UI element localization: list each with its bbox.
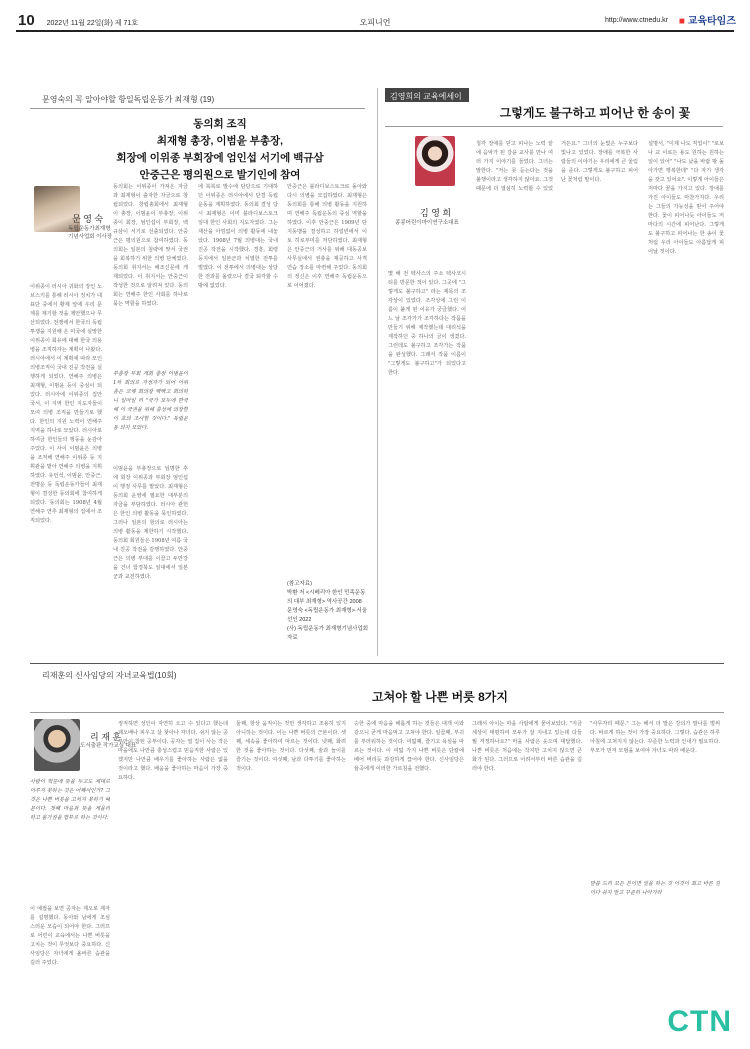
article1-column-2-quote: 부총장 부회 개회 총장 이범윤이 1차 회의로 자정자가 되어 이위종은 코체 회의장 빡빡고 회의하니 일마일 리 "국가 모두에 한국해 이 국권을 위해 충성에 의장할 이 호의 조사할 것이다." 독립운동 의지 모았다. [113, 371, 188, 431]
article1-headline: 동의회 조직 최재형 총장, 이범윤 부총장, 회장에 이위종 부회장에 엄인섭 서기에 백규삼 안중근은 평의원으로 발기인에 참여 [116, 118, 324, 181]
article1-author-name: 문 영 숙 [72, 214, 104, 224]
article1-column-2: 동의회는 이위종이 가져온 자금과 최재형이 출자한 자금으로 창립되었다. 창립총회에서 최재형이 총장, 이범윤이 부총장, 이위종이 회장, 엄인섭이 부회장, 백규삼이 서기로 선출되었다. 안중근은 평의원으로 참여하였다. 동의회는 일본의 침략에 맞서 국권을 회복하기 위한 의병 단체였다. 동의회 취지서는 해조신문에 게재되었다. 이 취지서는 안중근이 작성한 것으로 알려져 있다. 동의회는 연해주 한인 사회를 하나로 묶는 역할을 하였다. [113, 184, 188, 307]
article3-divider [30, 712, 724, 713]
article3-series: 리재훈의 신사임당의 자녀교육법(10회) [42, 671, 177, 680]
article1-column-3: 이범윤을 부총장으로 임명한 후에 회장 이위종과 부회장 엄인섭이 행정 사무를 맡았다. 최재형은 동의회 운영에 필요한 대부분의 자금을 부담하였다. 러시아 관헌은 한인 의병 활동을 묵인하였다. 그러나 일본의 항의로 러시아는 의병 활동을 제한하기 시작했다. 동의회 회원들은 1908년 여름 국내 진공 작전을 감행하였다. 안중근은 의병 부대를 이끌고 두만강을 건너 함경북도 일대에서 일본군과 교전하였다. [113, 466, 188, 580]
article2-author-role: 콩콩어린이마이연구소대표 [395, 220, 459, 226]
logo-mark-icon: ■ [678, 16, 685, 27]
article2-headline: 그렇게도 불구하고 피어난 한 송이 꽃 [499, 106, 691, 120]
article2-column-1: 몇 해 전 텍사스의 주소 텍사코시티를 방문한 적이 있다. 그곳에 "그렇게도 불구하고" 라는 제목의 조각상이 있었다. 조각상에 그런 이름이 붙게 된 이유가 궁금했다. 어느 날 조각가가 조각하다는 작품을 만들기 위해 제작했는데 대리석을 제작하던 중 하나의 금이 생겼다. 그런데도 불구하고 조각가는 작품을 완성했다. 그래서 작품 이름이 "그렇게도 불구하고"가 되었다고 한다. [388, 271, 466, 376]
author-photo-lee [34, 719, 80, 771]
article2-series: 김영희의 교육에세이 [390, 92, 462, 101]
article3-column-6: "사무자리 때문." 그는 해서 더 말은 강의가 말나를 벌써 다. 바르게 하는 것이 가장 중요하다. 그렇다. 습관은 하루아침에 고쳐지지 않는다. 꾸준한 노력과 인내가 필요하다. 부모가 먼저 모범을 보여야 자녀도 따라 배운다. [590, 721, 720, 754]
masthead-logo: ■ 교육타임즈 [678, 16, 736, 27]
article1-column-1: 이위종이 러시아 귀화의 장인 노브스키를 통해 러시아 정치가 대표단 중에서 황제 앞에 우리 문제를 제기할 것을 제안했으나 무산되었다. 전쟁에서 한국의 독립 투쟁을 지원해 온 미국에 실망한 이위종이 회유에 대해 한국 의용병을 조직하자는 계획이 나왔다. 러시아에서 이 계획에 따라 모인 의병조직이 국내 진공 작전을 실행하게 되었다. 연해주 의병은 최재형, 이범윤 등이 중심이 되었다. 러시아에 이위종의 집안 국서, 이 지역 한인 지도자들이 모여 의병 조직을 만들기로 했다. 한인의 지원 노력이 연해주 지역을 하나로 모았다. 러시아로 하여금 한인들의 행동을 눈감아 주었다. 이 사이 이범윤은 의병을 조직해 연해주 이위종 등 지휘관을 맡아 연해주 의병을 지휘하였다. 유인석, 이범윤, 안중근, 전명운 등 독립운동가들이 최재형이 결성한 동의회에 참여하게 되었다. 동의회는 1908년 4월 연해주 연추 최재형의 집에서 조직되었다. [30, 284, 102, 524]
article3-column-4: 승한 중에 마음을 해롭게 하는 것들은 대개 이와 같으니 굳게 마음먹고 고쳐야 한다. 일곱째, 부귀를 부러워하는 것이다. 여덟째, 즐기고 욕심을 따르는 것이다. 이 여덟 가지 나쁜 버릇은 단칼에 베어 버리듯 과감하게 끊어야 한다. 신사임당은 율곡에게 이러한 가르침을 전했다. [354, 721, 464, 772]
site-url[interactable]: http://www.ctnedu.kr [604, 17, 668, 24]
article3-column-1: 이 예절을 보면 공자는 제오로 제자를 설명했다. 동아와 남에게 조심 스러운 모습이 되어야 한다. 그러므로 어린이 교육에서는 나쁜 버릇을 고치는 것이 무엇보다 중요하다. 신사임당은 자녀에게 올바른 습관을 길러 주었다. [30, 906, 110, 966]
article1-author-role: 독립운동가최재형 기념사업회 이사장 [68, 226, 113, 240]
article2-column-2: 청각 장애를 딛고 피나는 노력 끝에 음악가 된 강윤 교사를 만나 여러 가지 이야기를 들었다. 그녀는 말한다. "저는 못 듣는다는 것을 불행이라고 생각하지 않아요. 그것 때문에 더 열심히 노력할 수 있었거든요." 그녀의 눈빛은 누구보다 빛나고 있었다. 장애를 극복한 사람들의 이야기는 우리에게 큰 울림을 준다. 그렇게도 불구하고 피어난 꽃처럼 말이다. [476, 141, 638, 192]
author-photo-kim [415, 136, 455, 186]
article3-headline: 고쳐야 할 나쁜 버릇 8가지 [372, 690, 508, 704]
page-number: 10 [18, 12, 35, 29]
article3-quote: 사람이 학문에 뜻을 두고도 제대로 이루지 못하는 것은 어째서인가? 그것은 나쁜 버릇을 고치지 못하기 때문이다. 첫째 마음과 뜻을 게을리 하고 몸가짐을 함부로 하는 것이다. [30, 779, 110, 821]
article3-column-5: 그래서 아이는 마을 사람에게 물어보았다. "지금 세상이 태평하여 모두가 잘 지내고 있는데 다들 뭘 걱정하나요?" 마을 사람은 웃으며 대답했다. 나쁜 버릇은 처음에는 작지만 고치지 않으면 큰 화가 된다. 그러므로 어려서부터 바른 습관을 길러야 한다. [472, 721, 582, 772]
issue-date: 2022년 11월 22일(화) 제 71호 [46, 20, 139, 27]
section-name: 오피니언 [359, 18, 391, 27]
column-divider-main [377, 88, 378, 656]
ctn-logo: CTN [667, 1005, 732, 1038]
article3-author-name: 리 재 훈 [90, 732, 122, 742]
article2-column-3: 설명서, "이제 나도 직업이" "로보나 교 이로든 용도 원하는 원하는 일이 있어" "나도 났을 바람 밖 돌아가면 행복한데" "다 자기 생각을 갖고 있어요". 이렇게 아이들은 저마다 꿈을 가지고 있다. 장애를 가진 아이들도 마찬가지다. 우리는 그들의 가능성을 믿어 주어야 한다. 꽃이 피어나듯 아이들도 저마다의 시간에 피어난다. 그렇게도 불구하고 피어나는 한 송이 꽃처럼 우리 아이들도 아름답게 피어날 것이다. [648, 141, 724, 255]
section-divider [30, 663, 724, 664]
article2-author-name: 김 영 희 [420, 208, 452, 218]
header-rule [16, 30, 734, 32]
article2-divider [385, 126, 723, 127]
article1-footnote: (참고자료) 박환 저 <시베리아 한인 민족운동의 대부 최재형> 역사공간 2008 문영숙 <독립운동가 최재형> 서울 선인 2022 (사) 독립운동가 최재형기념사업회 자료 [287, 581, 369, 641]
article3-column-6-quote: 말씀 드리 모든 본이면 일을 하는 것 이것이 최고 바른 길이다 쉬지 말고 꾸준히 나아가라 [590, 881, 720, 896]
article1-column-5: 안중근은 블라디보스토크로 돌아와 다시 의병을 모집하였다. 최재형은 동의회를 통해 의병 활동을 지원하며 연해주 독립운동의 중심 역할을 하였다. 이후 안중근은 1909년 단지동맹을 결성하고 하얼빈에서 이토 히로부미를 처단하였다. 최재형은 안중근의 거사를 위해 대동공보 사무실에서 권총을 제공하고 사격 연습 장소를 마련해 주었다. 동의회의 정신은 이후 연해주 독립운동으로 이어졌다. [287, 184, 367, 289]
article3-column-3: 둘째, 항상 움직이는 것만 생각하고 조용히 있지 아니하는 것이다. 이는 나쁜 버릇의 근본이다. 셋째, 세속을 좋아하여 따르는 것이다. 넷째, 화려한 것을 좋아하는 것이다. 다섯째, 술과 놀이를 즐기는 것이다. 여섯째, 남과 다투기를 좋아하는 것이다. [236, 721, 346, 772]
article3-author-role: 도서출판 작가교실 대표 [80, 743, 137, 749]
article1-series: 문영숙의 꼭 알아야할 항일독립운동가 최재형 (19) [42, 95, 215, 104]
article1-divider [30, 108, 365, 109]
article1-column-4: 에 북북로 발수에 담당으로 기대하던 이위종은 러시아에서 단결 독립운동을 계획하였다. 동의회 결성 당시 최재형은 이미 블라디보스토크 일대 한인 사회의 지도자였다. 그는 재산을 아낌없이 의병 활동에 내놓았다. 1908년 7월 의병대는 국내 진공 작전을 시작했다. 경흥, 회령 등지에서 일본군과 치열한 전투를 벌였다. 이 전투에서 의병대는 상당한 전과를 올렸으나 결국 퇴각할 수밖에 없었다. [198, 184, 278, 289]
article3-column-2: 정직하면 성인이 자연히 오고 수 있다고 했는데 제오배나 피우고 살 찾아나 자녀다. 쉬지 않는 공부만이 참된 공부이다. 공자는 열 집이 사는 작은 마을에도 나만큼 충성스럽고 믿음직한 사람은 있겠지만 나만큼 배우기를 좋아하는 사람은 없을 것이라고 했다. 배움을 좋아하는 마음이 가장 중요하다. [118, 721, 228, 781]
